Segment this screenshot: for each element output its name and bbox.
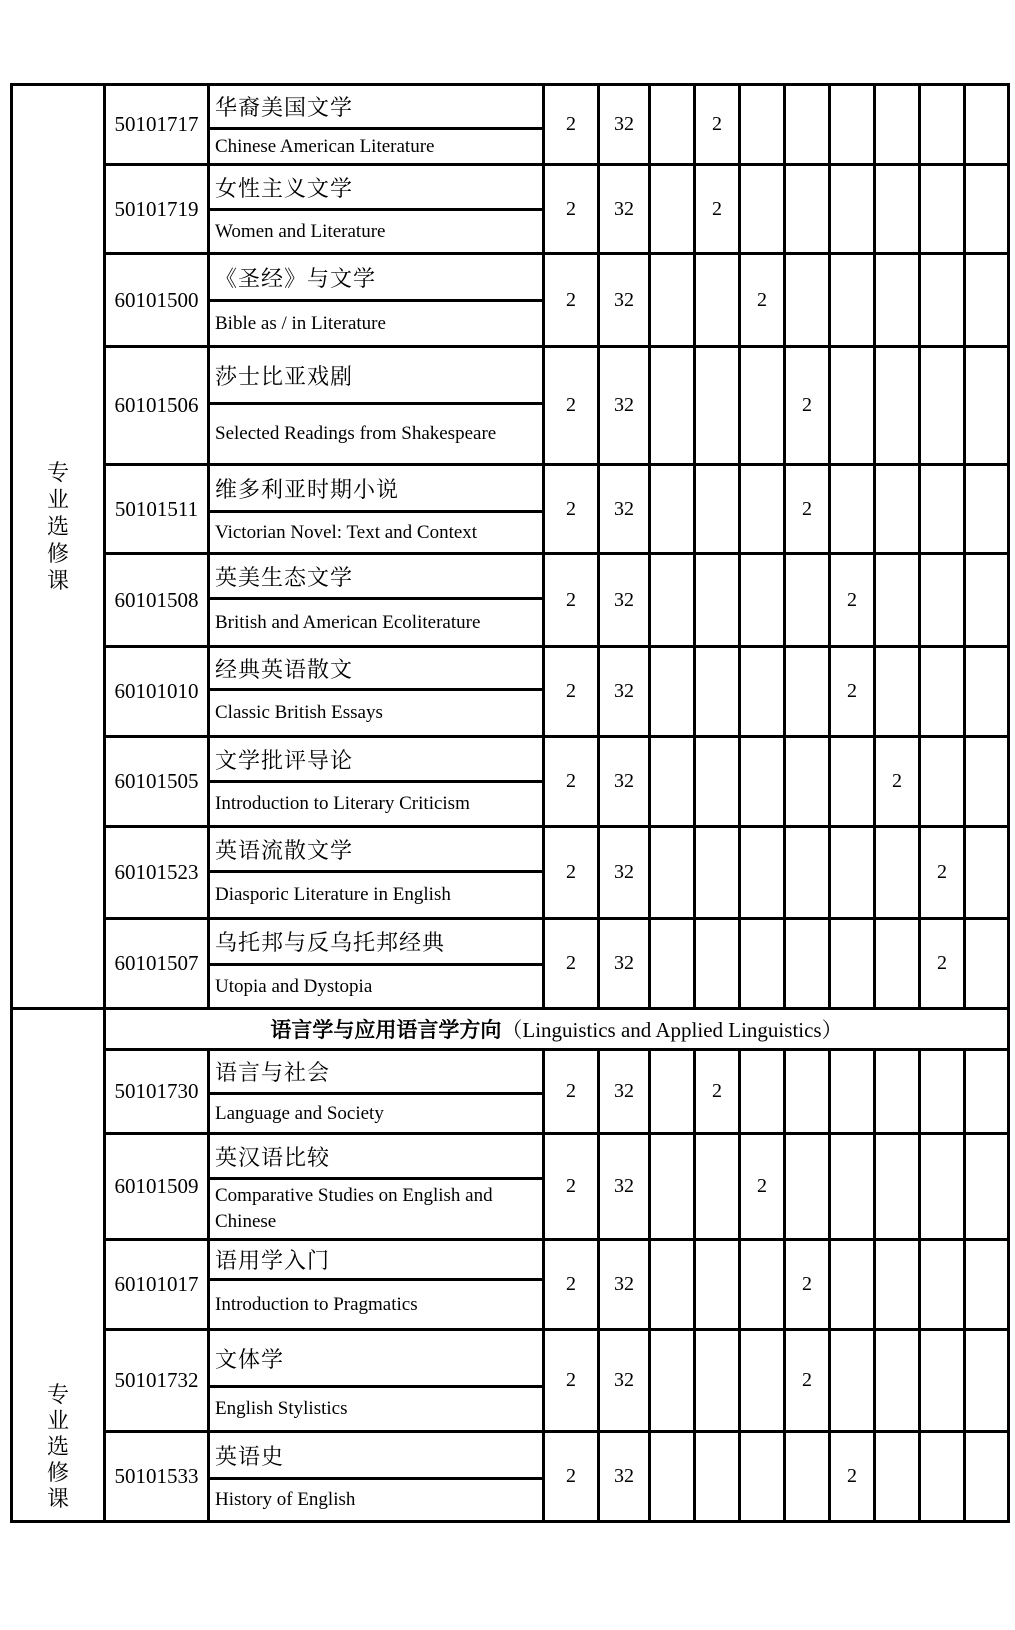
semester-hours-cell	[785, 165, 830, 254]
semester-hours-cell	[875, 647, 920, 737]
semester-hours-cell	[785, 254, 830, 347]
semester-hours-cell	[920, 254, 965, 347]
course-hours-cell: 32	[599, 737, 650, 827]
semester-hours-cell: 2	[695, 1050, 740, 1134]
course-name-en: Language and Society	[215, 1102, 384, 1124]
semester-hours-cell	[650, 647, 695, 737]
course-hours-cell: 32	[599, 1134, 650, 1240]
semester-hours-cell	[875, 1134, 920, 1240]
vlabel-char: 专	[46, 1382, 69, 1407]
semester-hours-cell	[650, 165, 695, 254]
semester-hours-cell	[920, 465, 965, 554]
semester-hours-cell	[695, 737, 740, 827]
semester-hours-cell	[695, 1330, 740, 1432]
course-name-en: Victorian Novel: Text and Context	[215, 521, 478, 543]
semester-hours-cell	[650, 1134, 695, 1240]
course-row	[12, 465, 1009, 554]
course-name-zh: 语用学入门	[210, 1241, 542, 1281]
course-row	[12, 647, 1009, 737]
semester-hours-cell	[740, 737, 785, 827]
semester-hours-cell	[650, 1240, 695, 1330]
course-hours-cell: 32	[599, 465, 650, 554]
semester-hours-cell	[830, 1050, 875, 1134]
course-row	[12, 85, 1009, 165]
course-name-en: Selected Readings from Shakespeare	[215, 423, 497, 444]
course-credit-cell: 2	[544, 737, 599, 827]
course-name-zh: 文学批评导论	[210, 738, 542, 783]
semester-hours-cell	[875, 554, 920, 647]
semester-hours-cell: 2	[695, 165, 740, 254]
section-header-zh: 语言学与应用语言学方向	[270, 1018, 502, 1042]
semester-hours-cell	[785, 554, 830, 647]
semester-hours-cell	[650, 1330, 695, 1432]
semester-hours-cell	[830, 254, 875, 347]
semester-hours-cell	[875, 85, 920, 165]
course-name-en: Classic British Essays	[215, 702, 383, 723]
course-name-en: Bible as / in Literature	[215, 312, 386, 334]
course-row	[12, 1240, 1009, 1330]
semester-hours-cell	[830, 165, 875, 254]
course-hours-cell: 32	[599, 165, 650, 254]
semester-hours-cell	[740, 85, 785, 165]
course-code-cell: 60101017	[105, 1240, 209, 1330]
semester-hours-cell	[650, 85, 695, 165]
course-name-zh: 文体学	[210, 1331, 542, 1388]
course-name-cell	[209, 1432, 544, 1522]
semester-hours-cell	[695, 1432, 740, 1522]
course-name-en: English Stylistics	[215, 1398, 348, 1419]
semester-hours-cell	[920, 1240, 965, 1330]
section-header-cell	[105, 1009, 1009, 1050]
semester-hours-cell	[695, 347, 740, 465]
semester-hours-cell	[650, 919, 695, 1009]
course-code-cell: 60101506	[105, 347, 209, 465]
semester-hours-cell	[920, 1050, 965, 1134]
course-name-cell	[209, 85, 544, 165]
group-label-text	[13, 66, 103, 987]
course-name-zh: 英语史	[210, 1433, 542, 1480]
course-credit-cell: 2	[544, 465, 599, 554]
semester-hours-cell	[785, 737, 830, 827]
course-name-cell	[209, 737, 544, 827]
course-name-cell	[209, 254, 544, 347]
course-name-zh: 乌托邦与反乌托邦经典	[210, 920, 542, 966]
course-code-cell: 50101717	[105, 85, 209, 165]
course-name-cell	[209, 347, 544, 465]
semester-hours-cell	[830, 1330, 875, 1432]
semester-hours-cell	[785, 1432, 830, 1522]
section-linguistics-track	[12, 1009, 1009, 1522]
course-row	[12, 347, 1009, 465]
vlabel-char: 专	[46, 460, 69, 485]
semester-hours-cell	[875, 1330, 920, 1432]
course-hours-cell: 32	[599, 919, 650, 1009]
section-header-en: （Linguistics and Applied Linguistics）	[501, 1018, 843, 1042]
course-row	[12, 165, 1009, 254]
course-name-en: Women and Literature	[215, 220, 386, 242]
semester-hours-cell	[920, 1330, 965, 1432]
semester-hours-cell	[920, 554, 965, 647]
semester-hours-cell	[740, 647, 785, 737]
semester-hours-cell	[695, 827, 740, 919]
semester-hours-cell	[695, 254, 740, 347]
course-credit-cell: 2	[544, 919, 599, 1009]
course-code-cell: 60101500	[105, 254, 209, 347]
semester-hours-cell	[920, 1432, 965, 1522]
course-code-cell: 60101508	[105, 554, 209, 647]
course-code-cell: 60101509	[105, 1134, 209, 1240]
semester-hours-cell	[965, 1134, 1009, 1240]
group-label-text	[13, 1010, 103, 1520]
semester-hours-cell	[740, 347, 785, 465]
semester-hours-cell	[740, 165, 785, 254]
course-hours-cell: 32	[599, 347, 650, 465]
semester-hours-cell	[785, 1134, 830, 1240]
semester-hours-cell	[875, 919, 920, 1009]
course-hours-cell: 32	[599, 1240, 650, 1330]
semester-hours-cell: 2	[785, 465, 830, 554]
semester-hours-cell	[830, 1134, 875, 1240]
semester-hours-cell	[920, 165, 965, 254]
course-hours-cell: 32	[599, 85, 650, 165]
semester-hours-cell	[965, 1050, 1009, 1134]
semester-hours-cell	[785, 1050, 830, 1134]
semester-hours-cell	[650, 554, 695, 647]
semester-hours-cell: 2	[830, 1432, 875, 1522]
semester-hours-cell	[875, 1432, 920, 1522]
semester-hours-cell	[785, 919, 830, 1009]
course-credit-cell: 2	[544, 1330, 599, 1432]
course-name-cell	[209, 827, 544, 919]
course-name-zh: 维多利亚时期小说	[210, 466, 542, 513]
semester-hours-cell	[965, 1432, 1009, 1522]
course-credit-cell: 2	[544, 554, 599, 647]
course-name-cell	[209, 919, 544, 1009]
course-name-zh: 华裔美国文学	[210, 86, 542, 130]
semester-hours-cell	[695, 647, 740, 737]
group-label-elective-courses-2	[12, 1009, 105, 1522]
course-name-zh: 英汉语比较	[210, 1135, 542, 1180]
semester-hours-cell	[830, 85, 875, 165]
course-name-zh: 英语流散文学	[210, 828, 542, 873]
semester-hours-cell	[650, 827, 695, 919]
course-row	[12, 554, 1009, 647]
semester-hours-cell	[740, 1240, 785, 1330]
vlabel-char: 课	[46, 568, 69, 593]
course-code-cell: 50101719	[105, 165, 209, 254]
semester-hours-cell	[740, 1330, 785, 1432]
semester-hours-cell	[740, 1050, 785, 1134]
course-name-cell	[209, 554, 544, 647]
course-code-cell: 60101507	[105, 919, 209, 1009]
course-name-cell	[209, 647, 544, 737]
course-name-cell	[209, 1240, 544, 1330]
course-credit-cell: 2	[544, 1050, 599, 1134]
course-hours-cell: 32	[599, 647, 650, 737]
semester-hours-cell: 2	[920, 827, 965, 919]
course-name-cell	[209, 465, 544, 554]
semester-hours-cell	[965, 827, 1009, 919]
course-hours-cell: 32	[599, 827, 650, 919]
course-code-cell: 60101523	[105, 827, 209, 919]
semester-hours-cell	[965, 1240, 1009, 1330]
course-name-en: Introduction to Pragmatics	[215, 1293, 418, 1315]
semester-hours-cell	[920, 737, 965, 827]
semester-hours-cell: 2	[830, 647, 875, 737]
semester-hours-cell	[875, 1240, 920, 1330]
semester-hours-cell	[965, 554, 1009, 647]
semester-hours-cell	[920, 1134, 965, 1240]
course-row	[12, 1330, 1009, 1432]
course-row	[12, 827, 1009, 919]
course-credit-cell: 2	[544, 1432, 599, 1522]
course-name-zh: 莎士比亚戏剧	[210, 348, 542, 405]
semester-hours-cell	[650, 465, 695, 554]
semester-hours-cell	[830, 347, 875, 465]
course-name-en: British and American Ecoliterature	[215, 611, 481, 633]
semester-hours-cell	[965, 465, 1009, 554]
semester-hours-cell	[830, 827, 875, 919]
course-hours-cell: 32	[599, 554, 650, 647]
elective-course-table	[10, 83, 1010, 1523]
course-code-cell: 60101505	[105, 737, 209, 827]
semester-hours-cell	[740, 1432, 785, 1522]
course-hours-cell: 32	[599, 1330, 650, 1432]
course-name-en: Utopia and Dystopia	[215, 975, 373, 997]
semester-hours-cell: 2	[785, 1330, 830, 1432]
semester-hours-cell	[830, 1240, 875, 1330]
semester-hours-cell	[830, 737, 875, 827]
course-row	[12, 919, 1009, 1009]
course-name-en: Chinese American Literature	[215, 135, 435, 157]
semester-hours-cell	[875, 165, 920, 254]
semester-hours-cell	[695, 554, 740, 647]
course-credit-cell: 2	[544, 347, 599, 465]
course-hours-cell: 32	[599, 1050, 650, 1134]
semester-hours-cell	[740, 827, 785, 919]
semester-hours-cell	[650, 1050, 695, 1134]
course-credit-cell: 2	[544, 254, 599, 347]
section-literature-track	[12, 85, 1009, 1009]
course-hours-cell: 32	[599, 1432, 650, 1522]
group-label-elective-courses-1	[12, 85, 105, 1009]
semester-hours-cell	[965, 165, 1009, 254]
semester-hours-cell	[740, 919, 785, 1009]
vlabel-char: 业	[46, 1408, 69, 1433]
semester-hours-cell	[785, 85, 830, 165]
semester-hours-cell	[785, 647, 830, 737]
vlabel-char: 业	[46, 487, 69, 512]
course-credit-cell: 2	[544, 85, 599, 165]
course-row	[12, 1432, 1009, 1522]
course-credit-cell: 2	[544, 827, 599, 919]
section-header-row	[12, 1009, 1009, 1050]
semester-hours-cell	[650, 347, 695, 465]
course-name-cell	[209, 1134, 544, 1240]
semester-hours-cell	[965, 919, 1009, 1009]
semester-hours-cell: 2	[830, 554, 875, 647]
semester-hours-cell	[830, 919, 875, 1009]
course-name-cell	[209, 1330, 544, 1432]
vlabel-char: 课	[46, 1486, 69, 1511]
semester-hours-cell	[875, 827, 920, 919]
vlabel-char: 选	[46, 514, 69, 539]
vlabel-char: 修	[46, 1460, 69, 1485]
semester-hours-cell	[965, 1330, 1009, 1432]
semester-hours-cell	[785, 827, 830, 919]
semester-hours-cell	[695, 919, 740, 1009]
semester-hours-cell	[965, 85, 1009, 165]
course-code-cell: 60101010	[105, 647, 209, 737]
semester-hours-cell	[920, 85, 965, 165]
course-name-zh: 英美生态文学	[210, 555, 542, 600]
course-credit-cell: 2	[544, 165, 599, 254]
semester-hours-cell	[650, 254, 695, 347]
course-name-zh: 女性主义文学	[210, 166, 542, 211]
semester-hours-cell	[965, 254, 1009, 347]
semester-hours-cell: 2	[695, 85, 740, 165]
course-code-cell: 50101730	[105, 1050, 209, 1134]
semester-hours-cell	[650, 737, 695, 827]
semester-hours-cell	[875, 347, 920, 465]
semester-hours-cell: 2	[740, 254, 785, 347]
course-row	[12, 254, 1009, 347]
semester-hours-cell	[830, 465, 875, 554]
semester-hours-cell	[920, 647, 965, 737]
semester-hours-cell	[695, 1240, 740, 1330]
semester-hours-cell: 2	[740, 1134, 785, 1240]
course-credit-cell: 2	[544, 1134, 599, 1240]
course-row	[12, 1134, 1009, 1240]
semester-hours-cell	[740, 554, 785, 647]
semester-hours-cell	[695, 465, 740, 554]
course-name-zh: 语言与社会	[210, 1051, 542, 1095]
course-name-en: Introduction to Literary Criticism	[215, 793, 470, 814]
course-name-en: History of English	[215, 1489, 356, 1510]
course-name-zh: 《圣经》与文学	[210, 255, 542, 302]
course-row	[12, 737, 1009, 827]
vlabel-char: 修	[46, 541, 69, 566]
course-name-en: Diasporic Literature in English	[215, 884, 451, 905]
semester-hours-cell	[875, 1050, 920, 1134]
semester-hours-cell: 2	[920, 919, 965, 1009]
course-code-cell: 50101533	[105, 1432, 209, 1522]
semester-hours-cell	[965, 347, 1009, 465]
course-name-en: Comparative Studies on English and Chinese	[215, 1185, 493, 1232]
course-credit-cell: 2	[544, 647, 599, 737]
semester-hours-cell	[965, 647, 1009, 737]
course-row	[12, 1050, 1009, 1134]
semester-hours-cell: 2	[785, 1240, 830, 1330]
course-name-zh: 经典英语散文	[210, 648, 542, 691]
semester-hours-cell	[875, 254, 920, 347]
course-code-cell: 50101511	[105, 465, 209, 554]
course-name-cell	[209, 1050, 544, 1134]
vlabel-char: 选	[46, 1434, 69, 1459]
course-code-cell: 50101732	[105, 1330, 209, 1432]
semester-hours-cell: 2	[875, 737, 920, 827]
course-hours-cell: 32	[599, 254, 650, 347]
semester-hours-cell	[740, 465, 785, 554]
semester-hours-cell	[695, 1134, 740, 1240]
semester-hours-cell: 2	[785, 347, 830, 465]
semester-hours-cell	[875, 465, 920, 554]
semester-hours-cell	[920, 347, 965, 465]
course-name-cell	[209, 165, 544, 254]
semester-hours-cell	[650, 1432, 695, 1522]
semester-hours-cell	[965, 737, 1009, 827]
course-credit-cell: 2	[544, 1240, 599, 1330]
